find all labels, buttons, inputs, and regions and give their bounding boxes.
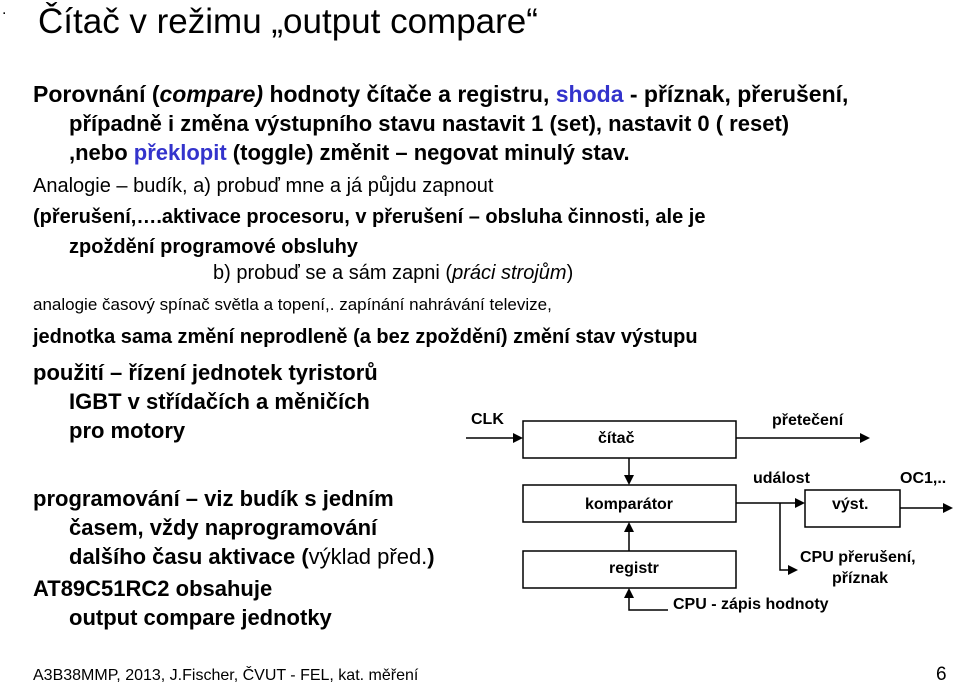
shoda-highlight: shoda xyxy=(555,81,624,107)
interrupt-line xyxy=(780,503,790,570)
counter-label: čítač xyxy=(598,430,635,447)
prog-line3: dalšího času aktivace (výklad před.) xyxy=(69,544,435,569)
para1-line2: případně i změna výstupního stavu nastavit 1 (set), nastavit 0 ( reset) xyxy=(69,111,790,136)
analogy-line1: Analogie – budík, a) probuď mne a já půjdu zapnout xyxy=(33,175,494,197)
prog-line4: AT89C51RC2 obsahuje xyxy=(33,576,273,601)
usage-line3: pro motory xyxy=(69,418,186,443)
register-label: registr xyxy=(609,560,659,577)
clk-label: CLK xyxy=(471,411,504,428)
analogy-line5: analogie časový spínač světla a topení,. zapínání nahrávání televize, xyxy=(33,295,552,314)
footer: A3B38MMP, 2013, J.Fischer, ČVUT - FEL, kat. měření xyxy=(33,667,419,684)
usage-line2: IGBT v střídačích a měničích xyxy=(69,389,370,414)
cpu-write-line xyxy=(629,595,668,610)
analogy-line2: (přerušení,….aktivace procesoru, v přerušení – obsluha činnosti, ale je xyxy=(33,206,706,228)
corner-dot: . xyxy=(2,1,7,18)
prog-line2: časem, vždy naprogramování xyxy=(69,515,378,540)
output-pin-label: OC1,.. xyxy=(900,470,947,487)
para1-line1: Porovnání (compare) hodnoty čítače a registru, shoda - příznak, přerušení, xyxy=(33,81,849,107)
overflow-label: přetečení xyxy=(772,412,844,429)
output-block-label: výst. xyxy=(832,496,869,513)
prog-line5: output compare jednotky xyxy=(69,605,332,630)
prog-line1: programování – viz budík s jedním xyxy=(33,486,394,511)
flag-label: příznak xyxy=(832,570,889,587)
para1-line3: ,nebo překlopit (toggle) změnit – negovat minulý stav. xyxy=(69,140,630,165)
event-label: událost xyxy=(753,470,810,487)
analogy-line4: b) probuď se a sám zapni (práci strojům) xyxy=(213,262,574,284)
cpu-interrupt-label: CPU přerušení, xyxy=(800,549,916,566)
slide-title: Čítač v režimu „output compare“ xyxy=(38,2,538,41)
analogy-line3: zpoždění programové obsluhy xyxy=(69,236,358,258)
page-number: 6 xyxy=(936,664,947,685)
toggle-highlight: překlopit xyxy=(133,140,227,165)
comparator-label: komparátor xyxy=(585,496,674,513)
cpu-write-label: CPU - zápis hodnoty xyxy=(673,596,829,613)
analogy-line6: jednotka sama změní neprodleně (a bez zpoždění) změní stav výstupu xyxy=(33,326,698,348)
usage-line1: použití – řízení jednotek tyristorů xyxy=(33,360,378,385)
